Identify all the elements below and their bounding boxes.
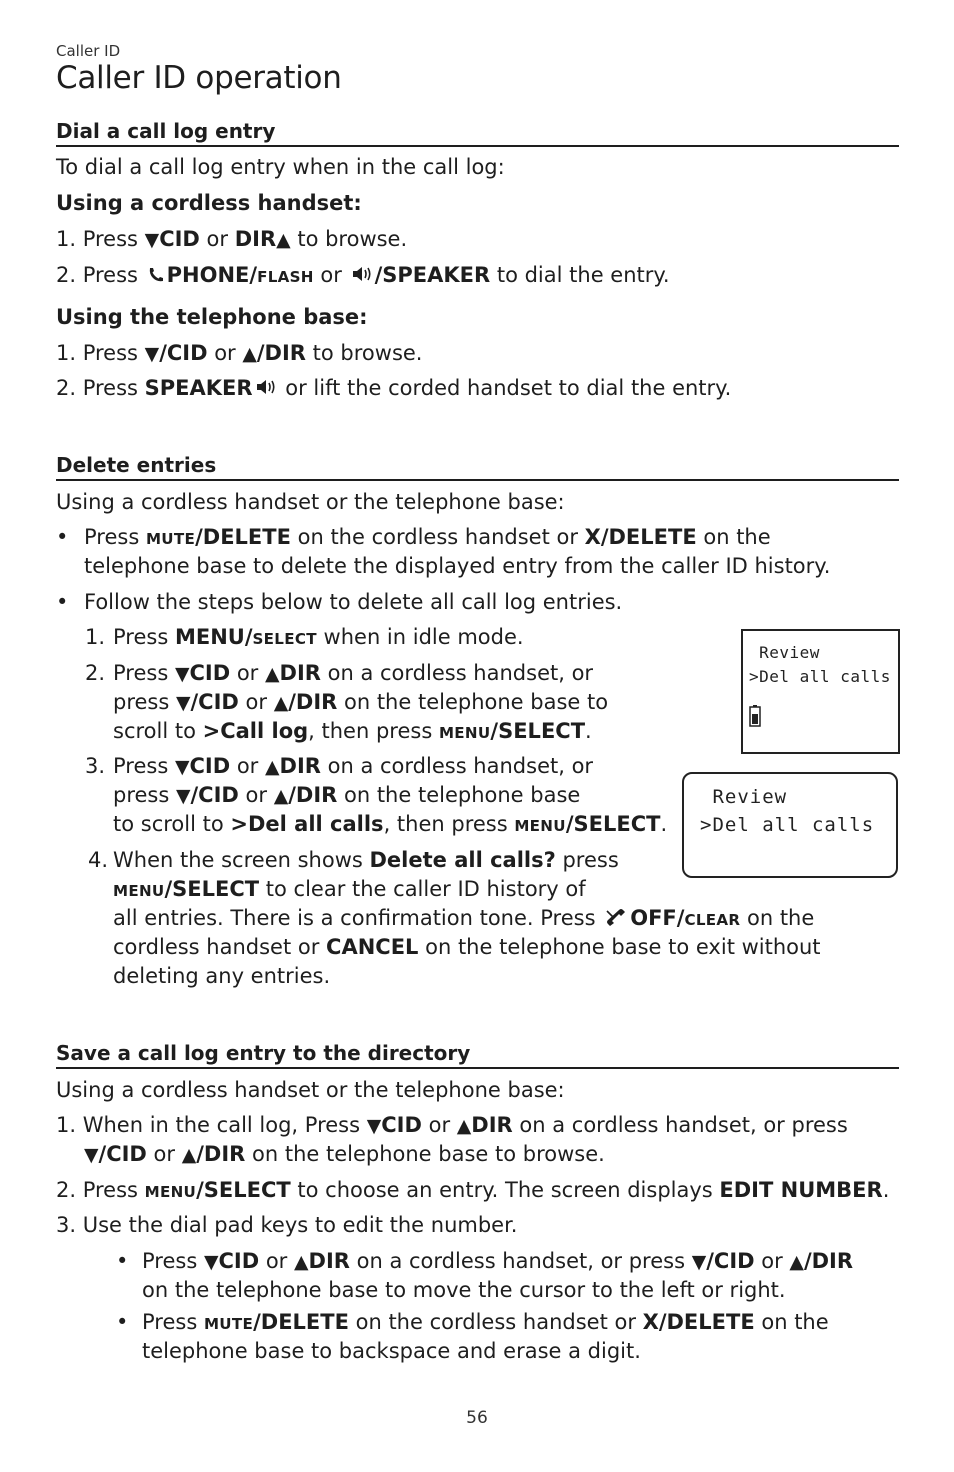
dial-base-heading: Using the telephone base: xyxy=(56,305,368,329)
delete-intro: Using a cordless handset or the telephone base: xyxy=(56,490,565,514)
page-title: Caller ID operation xyxy=(56,60,342,96)
screen-line-1: Review xyxy=(749,643,820,662)
dial-base-step-1: 1. Press ▼/CID or ▲/DIR to browse. xyxy=(56,341,423,365)
bullet-icon: • xyxy=(56,525,69,549)
handset-screen xyxy=(741,629,900,754)
down-triangle-icon: ▼ xyxy=(203,1251,219,1273)
save-step-2: 2. Press MENU/SELECT to choose an entry. The screen displays EDIT NUMBER. xyxy=(56,1178,890,1202)
up-triangle-icon: ▲ xyxy=(294,1251,309,1273)
delete-step-2-line-1: Press ▼CID or ▲DIR on a cordless handset, or xyxy=(113,661,594,685)
up-triangle-icon: ▲ xyxy=(273,692,289,714)
dial-handset-heading: Using a cordless handset: xyxy=(56,191,362,215)
delete-bullet-1-line-2: telephone base to delete the displayed entry from the caller ID history. xyxy=(84,554,831,578)
screen-line-1: Review xyxy=(700,786,788,808)
up-triangle-icon: ▲ xyxy=(273,785,289,807)
up-triangle-icon: ▲ xyxy=(265,663,280,685)
save-sub-bullet-1: Press ▼CID or ▲DIR on a cordless handset, or press ▼/CID or ▲/DIR xyxy=(142,1249,854,1273)
section-heading-delete: Delete entries xyxy=(56,453,899,481)
delete-step-4-line-3: all entries. There is a confirmation tone. Press OFF/CLEAR on the xyxy=(113,904,814,935)
down-triangle-icon: ▼ xyxy=(174,756,190,778)
off-handset-icon xyxy=(604,906,628,935)
bullet-icon: • xyxy=(56,590,69,614)
save-step-1-line-2: ▼/CID or ▲/DIR on the telephone base to browse. xyxy=(84,1142,605,1166)
save-step-3: 3. Use the dial pad keys to edit the number. xyxy=(56,1213,518,1237)
delete-step-3-line-3: to scroll to >Del all calls, then press MENU/SELECT. xyxy=(113,812,668,836)
save-sub-bullet-2: Press MUTE/DELETE on the cordless handset or X/DELETE on the xyxy=(142,1310,829,1334)
section-heading-save: Save a call log entry to the directory xyxy=(56,1041,899,1069)
delete-step-1: Press MENU/SELECT when in idle mode. xyxy=(113,625,524,649)
delete-bullet-1: Press MUTE/DELETE on the cordless handset or X/DELETE on the xyxy=(84,525,771,549)
screen-line-2: >Del all calls xyxy=(700,814,875,836)
section-heading-dial: Dial a call log entry xyxy=(56,119,899,147)
delete-step-2-line-3: scroll to >Call log, then press MENU/SELECT. xyxy=(113,719,592,743)
up-triangle-icon: ▲ xyxy=(276,229,291,251)
down-triangle-icon: ▼ xyxy=(691,1251,707,1273)
section-label: Caller ID xyxy=(56,42,121,60)
save-sub-bullet-2-line-2: telephone base to backspace and erase a digit. xyxy=(142,1339,641,1363)
screen-line-2: >Del all calls xyxy=(749,667,891,686)
step-number: 4. xyxy=(88,848,109,872)
step-number: 2. xyxy=(85,661,106,685)
save-intro: Using a cordless handset or the telephone base: xyxy=(56,1078,565,1102)
step-number: 3. xyxy=(85,754,106,778)
page-number: 56 xyxy=(466,1408,488,1428)
dial-handset-step-2: 2. Press PHONE/FLASH or /SPEAKER to dial the entry. xyxy=(56,261,670,292)
delete-step-4-line-2: MENU/SELECT to clear the caller ID history of xyxy=(113,877,586,901)
save-sub-bullet-1-line-2: on the telephone base to move the cursor to the left or right. xyxy=(142,1278,786,1302)
delete-step-2-line-2: press ▼/CID or ▲/DIR on the telephone base to xyxy=(113,690,609,714)
delete-bullet-2: Follow the steps below to delete all call log entries. xyxy=(84,590,623,614)
down-triangle-icon: ▼ xyxy=(175,692,191,714)
down-triangle-icon: ▼ xyxy=(366,1115,382,1137)
up-triangle-icon: ▲ xyxy=(181,1144,197,1166)
save-step-1-line-1: 1. When in the call log, Press ▼CID or ▲DIR on a cordless handset, or press xyxy=(56,1113,848,1137)
bullet-icon: • xyxy=(116,1249,129,1273)
up-triangle-icon: ▲ xyxy=(265,756,280,778)
step-number: 1. xyxy=(85,625,106,649)
down-triangle-icon: ▼ xyxy=(144,229,160,251)
speaker-icon xyxy=(255,376,277,405)
up-triangle-icon: ▲ xyxy=(789,1251,804,1273)
up-triangle-icon: ▲ xyxy=(242,343,257,365)
dial-base-step-2: 2. Press SPEAKER or lift the corded handset to dial the entry. xyxy=(56,374,731,405)
dial-handset-step-1: 1. Press ▼CID or DIR▲ to browse. xyxy=(56,227,408,251)
down-triangle-icon: ▼ xyxy=(174,663,190,685)
battery-icon xyxy=(749,705,761,731)
phone-icon xyxy=(147,263,165,292)
speaker-icon xyxy=(351,263,373,292)
delete-step-3-line-1: Press ▼CID or ▲DIR on a cordless handset, or xyxy=(113,754,594,778)
down-triangle-icon: ▼ xyxy=(175,785,191,807)
bullet-icon: • xyxy=(116,1310,129,1334)
dial-intro: To dial a call log entry when in the call log: xyxy=(56,155,505,179)
delete-step-3-line-2: press ▼/CID or ▲/DIR on the telephone base xyxy=(113,783,581,807)
base-screen xyxy=(682,772,898,878)
delete-step-4-line-5: deleting any entries. xyxy=(113,964,331,988)
up-triangle-icon: ▲ xyxy=(456,1115,472,1137)
delete-step-4-line-4: cordless handset or CANCEL on the telephone base to exit without xyxy=(113,935,821,959)
down-triangle-icon: ▼ xyxy=(84,1144,99,1166)
down-triangle-icon: ▼ xyxy=(144,343,160,365)
delete-step-4-line-1: When the screen shows Delete all calls? press xyxy=(113,848,619,872)
